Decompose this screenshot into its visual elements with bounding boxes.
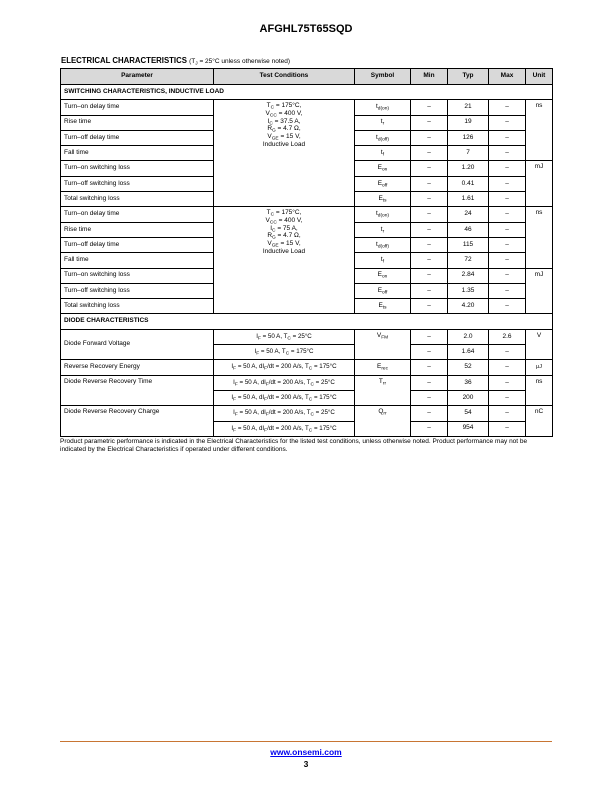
max-cell: – bbox=[489, 268, 526, 283]
unit-cell: ns bbox=[526, 207, 553, 268]
symbol-cell: $E_{off}$ bbox=[355, 283, 411, 298]
typ-cell: 954 bbox=[448, 421, 489, 436]
unit-cell: mJ bbox=[526, 268, 553, 314]
typ-cell: 1.61 bbox=[448, 192, 489, 207]
typ-cell: 46 bbox=[448, 222, 489, 237]
symbol-cell: $t_{d(off)}$ bbox=[355, 130, 411, 145]
column-header-min: Min bbox=[411, 69, 448, 85]
symbol-cell: $T_{rr}$ bbox=[355, 375, 411, 406]
min-cell: – bbox=[411, 268, 448, 283]
max-cell: – bbox=[489, 390, 526, 405]
max-cell: – bbox=[489, 406, 526, 421]
switching-section-title: SWITCHING CHARACTERISTICS, INDUCTIVE LOAD bbox=[61, 85, 553, 100]
min-cell: – bbox=[411, 192, 448, 207]
typ-cell: 126 bbox=[448, 130, 489, 145]
param-cell: Turn–on switching loss bbox=[61, 268, 214, 283]
param-cell: Fall time bbox=[61, 146, 214, 161]
test-conditions-cell: $I_F = 50$ A, $dI_F/dt = 200$ A/s, $T_C = 25^\circ C$ bbox=[214, 406, 355, 421]
param-cell: Turn–off delay time bbox=[61, 130, 214, 145]
heading-note: ($T_J = 25^\circ C$ unless otherwise noted) bbox=[189, 58, 291, 67]
unit-cell: ns bbox=[526, 375, 553, 406]
max-cell: – bbox=[489, 237, 526, 252]
min-cell: – bbox=[411, 176, 448, 191]
test-conditions-cell: $I_F = 50$ A, $dI_F/dt = 200$ A/s, $T_C = 25^\circ C$ bbox=[214, 375, 355, 390]
min-cell: – bbox=[411, 100, 448, 115]
typ-cell: 115 bbox=[448, 237, 489, 252]
typ-cell: 200 bbox=[448, 390, 489, 405]
max-cell: – bbox=[489, 115, 526, 130]
max-cell: – bbox=[489, 222, 526, 237]
param-cell: Diode Forward Voltage bbox=[61, 329, 214, 360]
symbol-cell: $E_{on}$ bbox=[355, 268, 411, 283]
table-row bbox=[61, 375, 553, 390]
symbol-cell: $V_{FM}$ bbox=[355, 329, 411, 360]
test-conditions-cell: $I_F = 50$ A, $T_C = 175^\circ C$ bbox=[214, 345, 355, 360]
footer-website-link[interactable]: www.onsemi.com bbox=[270, 747, 342, 757]
min-cell: – bbox=[411, 253, 448, 268]
param-cell: Turn–on delay time bbox=[61, 100, 214, 115]
max-cell: – bbox=[489, 100, 526, 115]
max-cell: – bbox=[489, 130, 526, 145]
unit-cell: μJ bbox=[526, 360, 553, 375]
typ-cell: 4.20 bbox=[448, 299, 489, 314]
max-cell: – bbox=[489, 176, 526, 191]
table-row bbox=[61, 100, 553, 115]
param-cell: Reverse Recovery Energy bbox=[61, 360, 214, 375]
unit-cell: mJ bbox=[526, 161, 553, 207]
symbol-cell: $t_r$ bbox=[355, 115, 411, 130]
footer-divider bbox=[60, 741, 552, 742]
max-cell: – bbox=[489, 345, 526, 360]
typ-cell: 2.0 bbox=[448, 329, 489, 344]
section-heading bbox=[61, 56, 290, 65]
param-cell: Diode Reverse Recovery Charge bbox=[61, 406, 214, 437]
max-cell: – bbox=[489, 192, 526, 207]
test-conditions-cell: $I_F = 50$ A, $dI_F/dt = 200$ A/s, $T_C = 175^\circ C$ bbox=[214, 360, 355, 375]
min-cell: – bbox=[411, 375, 448, 390]
electrical-characteristics-table bbox=[60, 68, 553, 437]
typ-cell: 7 bbox=[448, 146, 489, 161]
min-cell: – bbox=[411, 207, 448, 222]
param-cell: Turn–off switching loss bbox=[61, 176, 214, 191]
param-cell: Total switching loss bbox=[61, 299, 214, 314]
unit-cell: ns bbox=[526, 100, 553, 161]
typ-cell: 1.64 bbox=[448, 345, 489, 360]
page-number: 3 bbox=[303, 759, 309, 769]
column-header-symbol: Symbol bbox=[355, 69, 411, 85]
symbol-cell: $E_{off}$ bbox=[355, 176, 411, 191]
column-header-max: Max bbox=[489, 69, 526, 85]
param-cell: Fall time bbox=[61, 253, 214, 268]
symbol-cell: $t_{d(off)}$ bbox=[355, 237, 411, 252]
min-cell: – bbox=[411, 130, 448, 145]
symbol-cell: $t_{d(on)}$ bbox=[355, 100, 411, 115]
document-title: AFGHL75T65SQD bbox=[259, 23, 353, 35]
typ-cell: 0.41 bbox=[448, 176, 489, 191]
min-cell: – bbox=[411, 299, 448, 314]
param-cell: Rise time bbox=[61, 115, 214, 130]
min-cell: – bbox=[411, 283, 448, 298]
test-conditions-cell: $I_F = 50$ A, $dI_F/dt = 200$ A/s, $T_C = 175^\circ C$ bbox=[214, 421, 355, 436]
max-cell: – bbox=[489, 146, 526, 161]
param-cell: Rise time bbox=[61, 222, 214, 237]
column-header-unit: Unit bbox=[526, 69, 553, 85]
min-cell: – bbox=[411, 345, 448, 360]
min-cell: – bbox=[411, 115, 448, 130]
max-cell: – bbox=[489, 207, 526, 222]
test-conditions-cell: $T_C = 175^\circ C$, $V_{CC} = 400$ V, $I_C = 37.5$ A, $R_G = 4.7$ Ω, $V_{GE} = 15$ V, Inductive Load bbox=[214, 100, 355, 207]
symbol-cell: $t_{d(on)}$ bbox=[355, 207, 411, 222]
unit-cell: V bbox=[526, 329, 553, 360]
heading-main: ELECTRICAL CHARACTERISTICS bbox=[61, 56, 187, 65]
typ-cell: 52 bbox=[448, 360, 489, 375]
typ-cell: 1.20 bbox=[448, 161, 489, 176]
min-cell: – bbox=[411, 222, 448, 237]
param-cell: Diode Reverse Recovery Time bbox=[61, 375, 214, 406]
table-row bbox=[61, 207, 553, 222]
typ-cell: 21 bbox=[448, 100, 489, 115]
min-cell: – bbox=[411, 390, 448, 405]
table-row bbox=[61, 329, 553, 344]
max-cell: – bbox=[489, 299, 526, 314]
column-header-test-conditions: Test Conditions bbox=[214, 69, 355, 85]
typ-cell: 19 bbox=[448, 115, 489, 130]
test-conditions-cell: $I_F = 50$ A, $T_C = 25^\circ C$ bbox=[214, 329, 355, 344]
footnote: Product parametric performance is indicated in the Electrical Characteristics for the listed test conditions, unless otherwise noted. Product performance may not be indicated by the Electrical Characteristics if operated under different conditions. bbox=[60, 438, 528, 454]
min-cell: – bbox=[411, 360, 448, 375]
max-cell: – bbox=[489, 283, 526, 298]
min-cell: – bbox=[411, 421, 448, 436]
min-cell: – bbox=[411, 146, 448, 161]
table-row bbox=[61, 406, 553, 421]
typ-cell: 54 bbox=[448, 406, 489, 421]
typ-cell: 24 bbox=[448, 207, 489, 222]
table-row bbox=[61, 360, 553, 375]
symbol-cell: $E_{on}$ bbox=[355, 161, 411, 176]
min-cell: – bbox=[411, 329, 448, 344]
min-cell: – bbox=[411, 237, 448, 252]
test-conditions-cell: $I_F = 50$ A, $dI_F/dt = 200$ A/s, $T_C = 175^\circ C$ bbox=[214, 390, 355, 405]
unit-cell: nC bbox=[526, 406, 553, 437]
symbol-cell: $E_{ts}$ bbox=[355, 299, 411, 314]
symbol-cell: $Q_{rr}$ bbox=[355, 406, 411, 437]
param-cell: Turn–off switching loss bbox=[61, 283, 214, 298]
max-cell: – bbox=[489, 375, 526, 390]
symbol-cell: $E_{rec}$ bbox=[355, 360, 411, 375]
diode-section-title: DIODE CHARACTERISTICS bbox=[61, 314, 553, 329]
typ-cell: 2.84 bbox=[448, 268, 489, 283]
param-cell: Total switching loss bbox=[61, 192, 214, 207]
param-cell: Turn–on delay time bbox=[61, 207, 214, 222]
column-header-parameter: Parameter bbox=[61, 69, 214, 85]
symbol-cell: $t_f$ bbox=[355, 253, 411, 268]
symbol-cell: $t_f$ bbox=[355, 146, 411, 161]
max-cell: 2.6 bbox=[489, 329, 526, 344]
max-cell: – bbox=[489, 161, 526, 176]
max-cell: – bbox=[489, 253, 526, 268]
section-row-diode bbox=[61, 314, 553, 329]
min-cell: – bbox=[411, 161, 448, 176]
param-cell: Turn–on switching loss bbox=[61, 161, 214, 176]
symbol-cell: $E_{ts}$ bbox=[355, 192, 411, 207]
test-conditions-cell: $T_C = 175^\circ C$, $V_{CC} = 400$ V, $I_C = 75$ A, $R_G = 4.7$ Ω, $V_{GE} = 15$ V, Inductive Load bbox=[214, 207, 355, 314]
symbol-cell: $t_r$ bbox=[355, 222, 411, 237]
max-cell: – bbox=[489, 360, 526, 375]
column-header-typ: Typ bbox=[448, 69, 489, 85]
typ-cell: 36 bbox=[448, 375, 489, 390]
section-row-switching bbox=[61, 85, 553, 100]
max-cell: – bbox=[489, 421, 526, 436]
typ-cell: 1.35 bbox=[448, 283, 489, 298]
min-cell: – bbox=[411, 406, 448, 421]
table-header-row bbox=[61, 69, 553, 85]
param-cell: Turn–off delay time bbox=[61, 237, 214, 252]
typ-cell: 72 bbox=[448, 253, 489, 268]
